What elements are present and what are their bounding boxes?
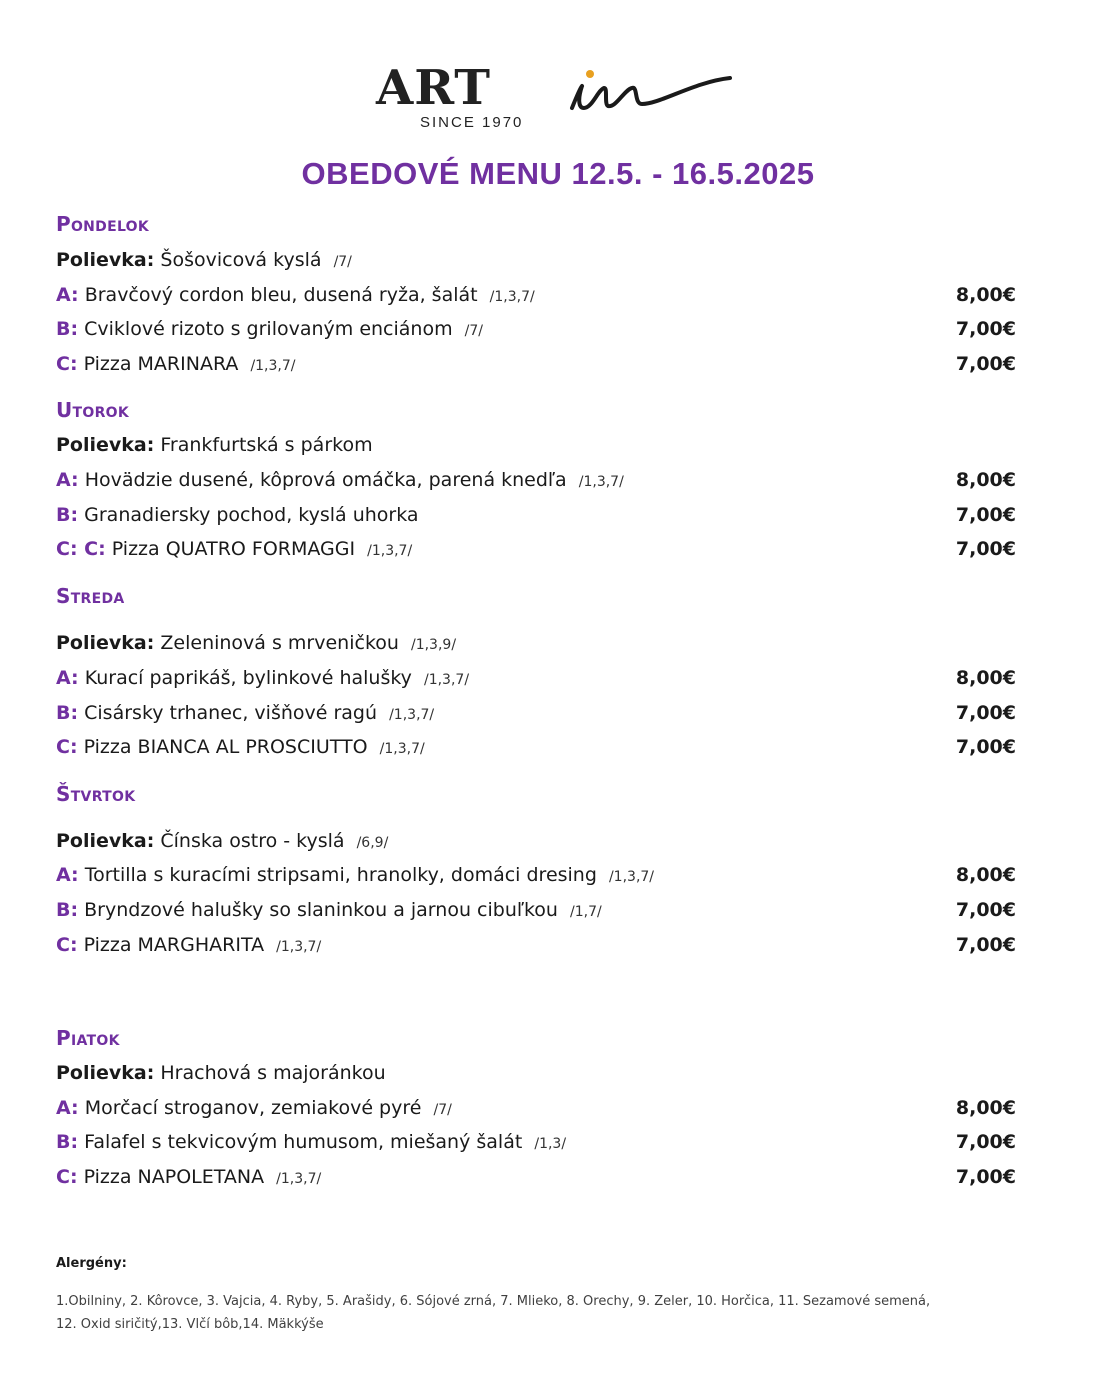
allergen-codes: /1,3,7/ [578,474,624,490]
allergen-codes: /1,7/ [570,904,602,920]
soup-name: Hrachová s majoránkou [160,1062,386,1084]
allergen-codes: /1,3,7/ [276,1171,322,1187]
option-label: C: C: [56,538,106,560]
soup-label: Polievka: [56,1062,155,1084]
day-heading-utorok: Utorok [56,398,130,422]
logo-dot [586,70,594,78]
dish-name: Bravčový cordon bleu, dusená ryža, šalát [84,284,478,306]
dish-name: Pizza MARINARA [83,353,239,375]
allergen-codes: /1,3/ [534,1136,567,1152]
price: 8,00€ [955,284,1016,306]
soup-row [56,246,1016,274]
allergen-codes: /1,3,7/ [389,707,435,723]
soup-row [56,827,1016,855]
allergens-legend [56,1290,956,1336]
allergen-codes: /6,9/ [356,835,389,851]
soup-name: Frankfurtská s párkom [160,434,373,456]
price: 7,00€ [955,1166,1016,1188]
dish-name: Bryndzové halušky so slaninkou a jarnou cibuľkou [84,899,558,921]
logo-wordmark: ART [376,60,492,116]
soup-label: Polievka: [56,434,155,456]
soup-row [56,431,1016,459]
menu-item-row [56,1128,1016,1156]
day-heading-piatok: Piatok [56,1026,120,1050]
price: 7,00€ [955,736,1016,758]
soup-label: Polievka: [56,249,155,271]
price: 7,00€ [955,899,1016,921]
soup-name: Čínska ostro - kyslá [160,830,345,852]
option-label: C: [56,353,78,375]
price: 8,00€ [955,1097,1016,1119]
allergen-codes: /1,3,7/ [367,543,413,559]
price: 7,00€ [955,1131,1016,1153]
allergens-title: Alergény: [56,1256,127,1271]
dish-name: Pizza BIANCA AL PROSCIUTTO [83,736,368,758]
soup-name: Šošovicová kyslá [160,249,322,271]
option-label: B: [56,702,79,724]
price: 7,00€ [955,353,1016,375]
dish-name: Kurací paprikáš, bylinkové halušky [84,667,412,689]
allergen-codes: /1,3,9/ [410,637,457,653]
menu-item-row [56,896,1016,924]
soup-label: Polievka: [56,632,155,654]
menu-item-row [56,535,1016,563]
price: 7,00€ [955,934,1016,956]
dish-name: Falafel s tekvicovým humusom, miešaný šalát [84,1131,523,1153]
dish-name: Cviklové rizoto s grilovaným enciánom [84,318,453,340]
allergen-codes: /1,3,7/ [423,672,470,688]
price: 8,00€ [955,469,1016,491]
option-label: A: [56,1097,79,1119]
option-label: C: [56,934,78,956]
dish-name: Granadiersky pochod, kyslá uhorka [84,504,419,526]
soup-name: Zeleninová s mrveničkou [160,632,399,654]
allergen-codes: /7/ [333,254,352,270]
menu-item-row [56,1163,1016,1191]
allergen-codes: /1,3,7/ [489,289,535,305]
menu-item-row [56,350,1016,378]
allergens-line-2: 12. Oxid siričitý,13. Vlčí bôb,14. Mäkkýše [56,1317,324,1332]
logo-script-in [564,64,734,124]
soup-row [56,629,1016,657]
option-label: C: [56,736,78,758]
soup-row [56,1059,1016,1087]
price: 7,00€ [955,504,1016,526]
menu-item-row [56,733,1016,761]
menu-item-row [56,466,1016,494]
option-label: B: [56,318,79,340]
option-label: B: [56,1131,79,1153]
day-heading-streda: Streda [56,584,125,608]
menu-item-row [56,664,1016,692]
option-label: A: [56,864,79,886]
menu-item-row [56,931,1016,959]
price: 8,00€ [955,667,1016,689]
dish-name: Pizza QUATRO FORMAGGI [111,538,356,560]
price: 7,00€ [955,318,1016,340]
option-label: B: [56,899,79,921]
menu-item-row [56,281,1016,309]
allergen-codes: /7/ [464,323,483,339]
option-label: A: [56,469,79,491]
menu-item-row [56,501,1016,529]
restaurant-logo [376,62,736,134]
price: 7,00€ [955,538,1016,560]
menu-item-row [56,315,1016,343]
option-label: C: [56,1166,78,1188]
option-label: A: [56,667,79,689]
day-heading-stvrtok: Štvrtok [56,782,136,806]
dish-name: Morčací stroganov, zemiakové pyré [84,1097,422,1119]
dish-name: Pizza MARGHARITA [83,934,265,956]
menu-item-row [56,1094,1016,1122]
page-title: OBEDOVÉ MENU 12.5. - 16.5.2025 [301,156,815,191]
dish-name: Tortilla s kuracími stripsami, hranolky, domáci dresing [84,864,597,886]
dish-name: Pizza NAPOLETANA [83,1166,265,1188]
dish-name: Cisársky trhanec, višňové ragú [84,702,378,724]
menu-item-row [56,699,1016,727]
logo-since: SINCE 1970 [420,114,524,131]
menu-item-row [56,861,1016,889]
allergen-codes: /1,3,7/ [276,939,322,955]
dish-name: Hovädzie dusené, kôprová omáčka, parená knedľa [84,469,567,491]
allergen-codes: /1,3,7/ [608,869,655,885]
soup-label: Polievka: [56,830,155,852]
allergens-line-1: 1.Obilniny, 2. Kôrovce, 3. Vajcia, 4. Ryby, 5. Arašidy, 6. Sójové zrná, 7. Mlieko, 8. Orechy, 9. Zeler, 10. Horčica, 11. Sezamové semená, [56,1294,931,1309]
allergen-codes: /7/ [433,1102,452,1118]
option-label: A: [56,284,79,306]
allergen-codes: /1,3,7/ [379,741,425,757]
price: 7,00€ [955,702,1016,724]
price: 8,00€ [955,864,1016,886]
day-heading-pondelok: Pondelok [56,212,150,236]
option-label: B: [56,504,79,526]
allergen-codes: /1,3,7/ [250,358,296,374]
